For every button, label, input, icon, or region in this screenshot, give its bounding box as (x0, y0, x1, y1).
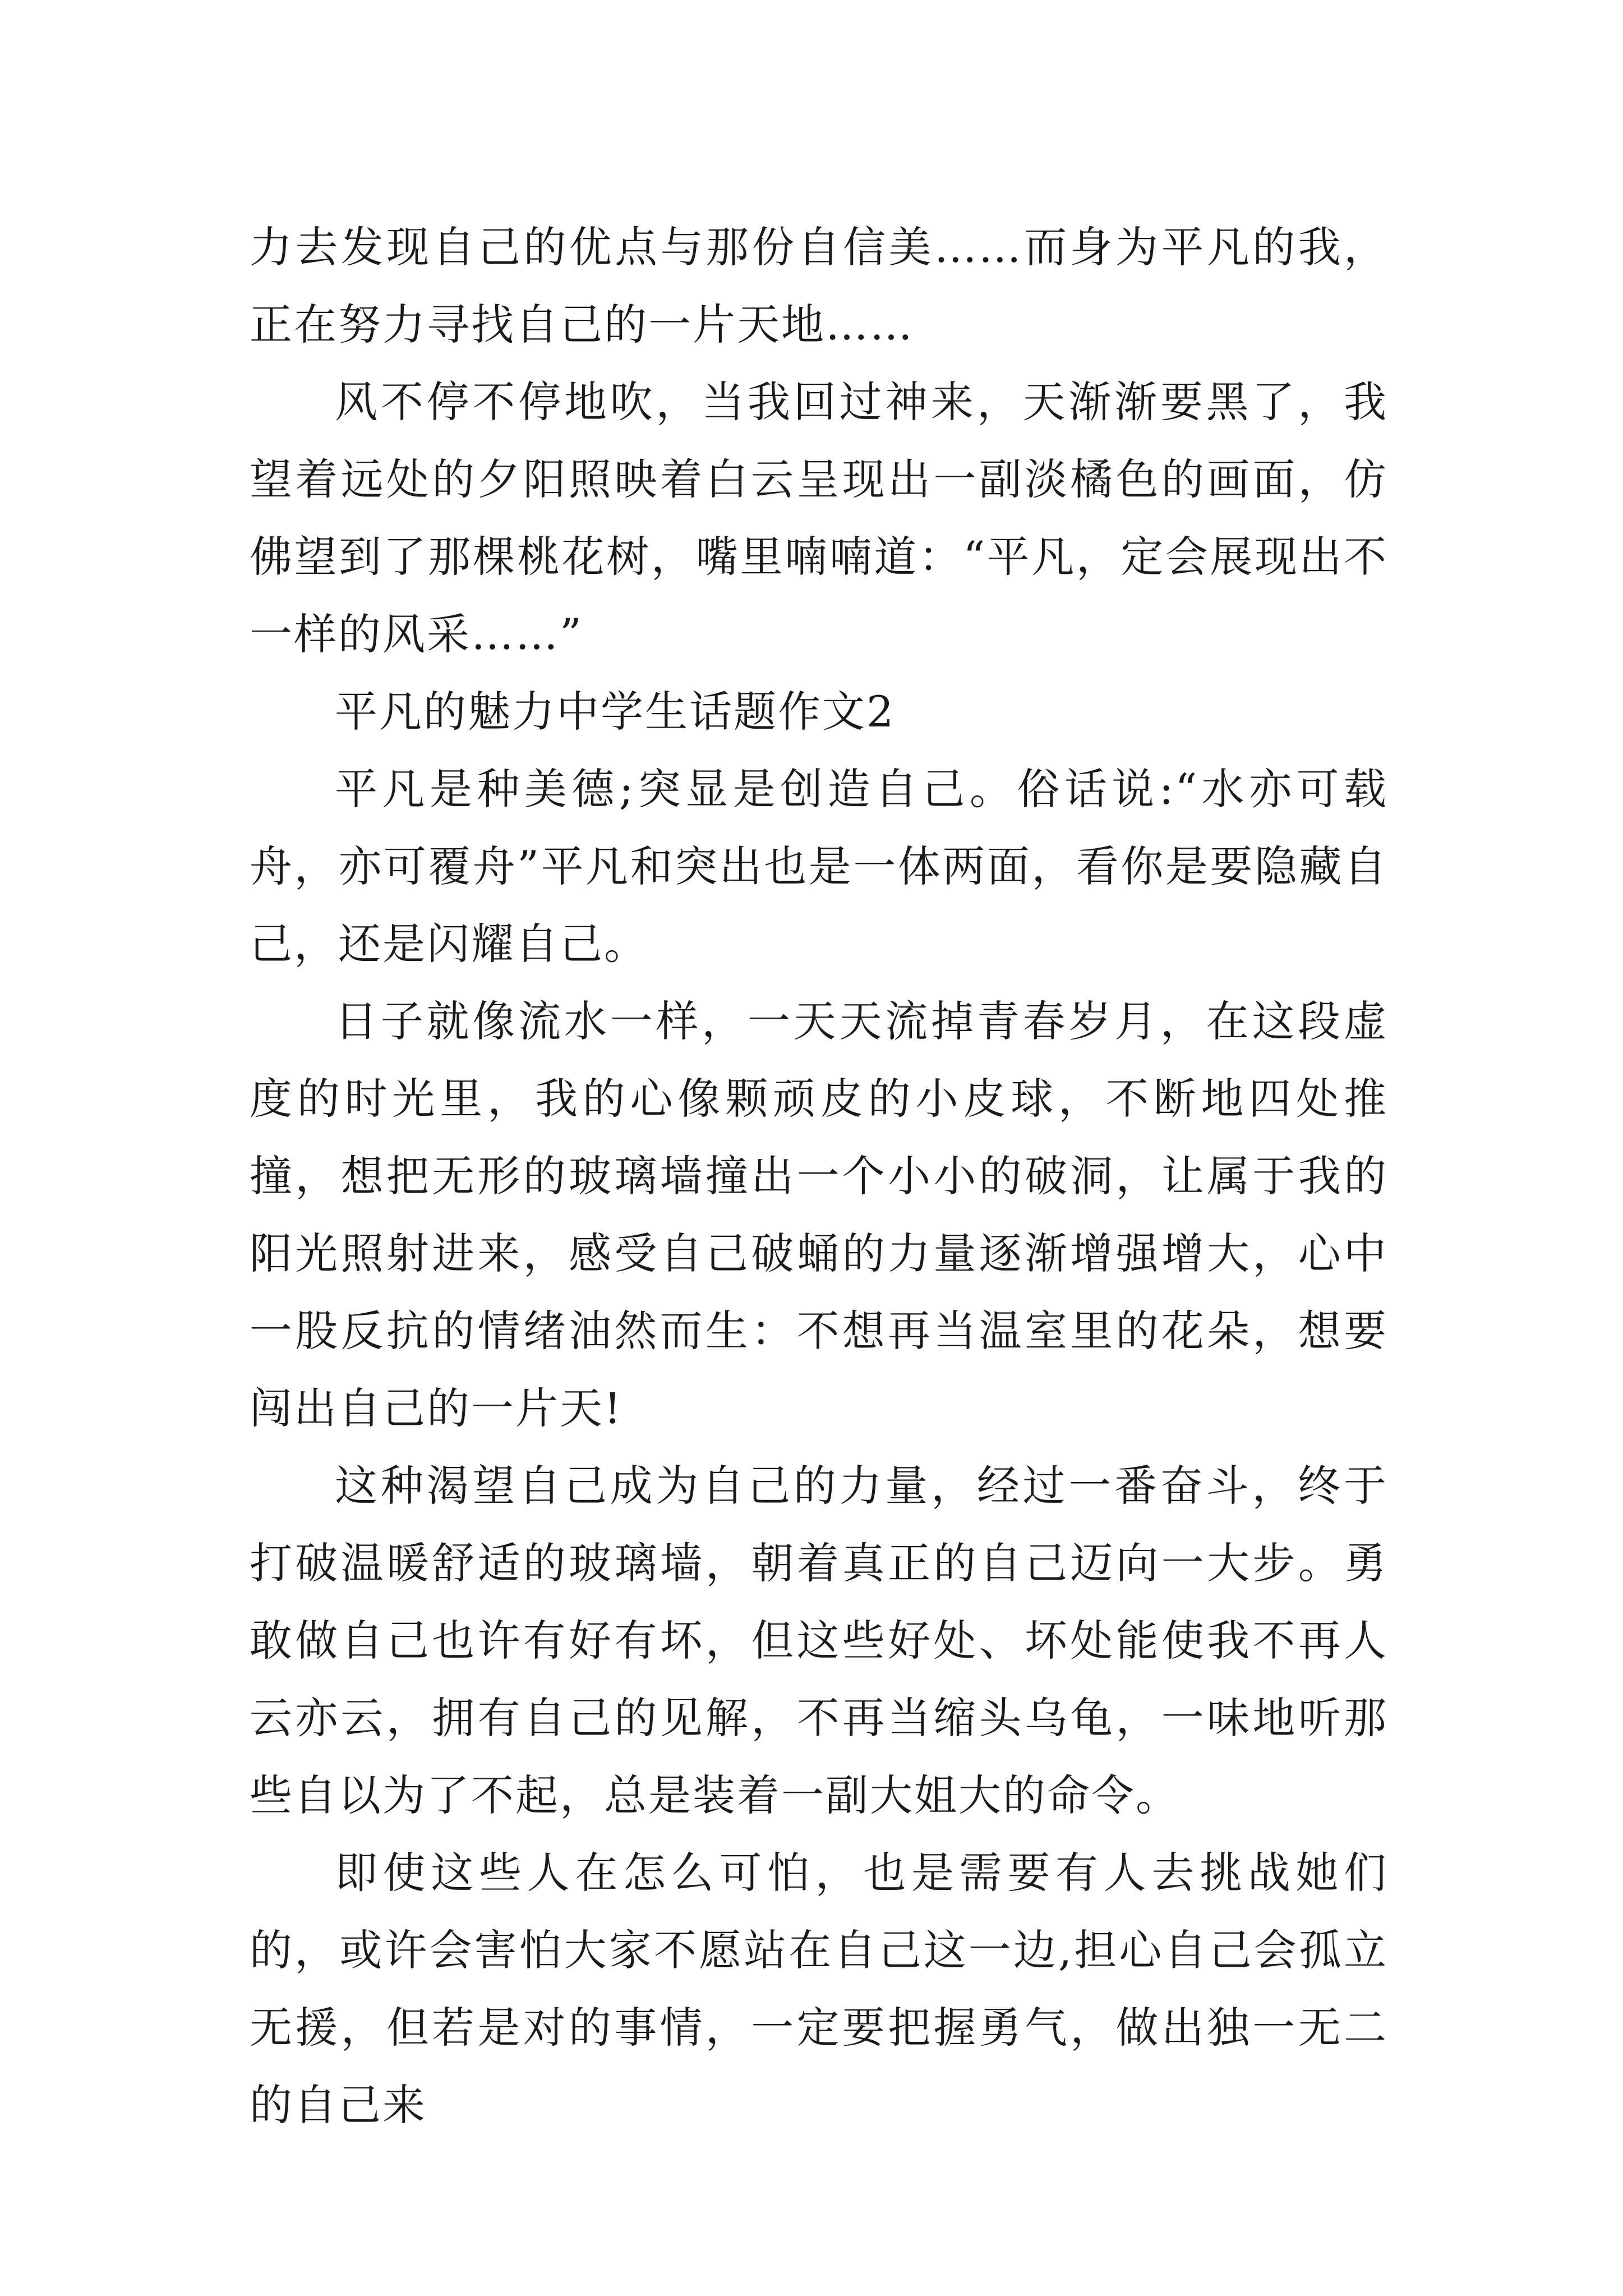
paragraph-continuation: 力去发现自己的优点与那份自信美……而身为平凡的我，正在努力寻找自己的一片天地…… (250, 222, 1388, 349)
paragraph: 这种渴望自己成为自己的力量，经过一番奋斗，终于打破温暖舒适的玻璃墙，朝着真正的自己迈向一大步。勇敢做自己也许有好有坏，但这些好处、坏处能使我不再人云亦云，拥有自己的见解，不再当缩头乌龟，一味地听那些自以为了不起，总是装着一副大姐大的命令。 (250, 1461, 1388, 1820)
paragraph: 风不停不停地吹，当我回过神来，天渐渐要黑了，我望着远处的夕阳照映着白云呈现出一副淡橘色的画面，仿佛望到了那棵桃花树，嘴里喃喃道：“平凡，定会展现出不一样的风采……” (250, 377, 1388, 659)
paragraph: 日子就像流水一样，一天天流掉青春岁月，在这段虚度的时光里，我的心像颗顽皮的小皮球，不断地四处推撞，想把无形的玻璃墙撞出一个小小的破洞，让属于我的阳光照射进来，感受自己破蛹的力量逐渐增强增大，心中一股反抗的情绪油然而生：不想再当温室里的花朵，想要闯出自己的一片天! (250, 996, 1388, 1433)
document-body (250, 209, 1388, 2144)
section-heading: 平凡的魅力中学生话题作文2 (335, 687, 896, 737)
paragraph: 平凡是种美德;突显是创造自己。俗话说:“水亦可载舟，亦可覆舟”平凡和突出也是一体两面，看你是要隐藏自己，还是闪耀自己。 (250, 764, 1388, 969)
paragraph: 即使这些人在怎么可怕，也是需要有人去挑战她们的，或许会害怕大家不愿站在自己这一边,担心自己会孤立无援，但若是对的事情，一定要把握勇气，做出独一无二的自己来 (250, 1848, 1388, 2130)
